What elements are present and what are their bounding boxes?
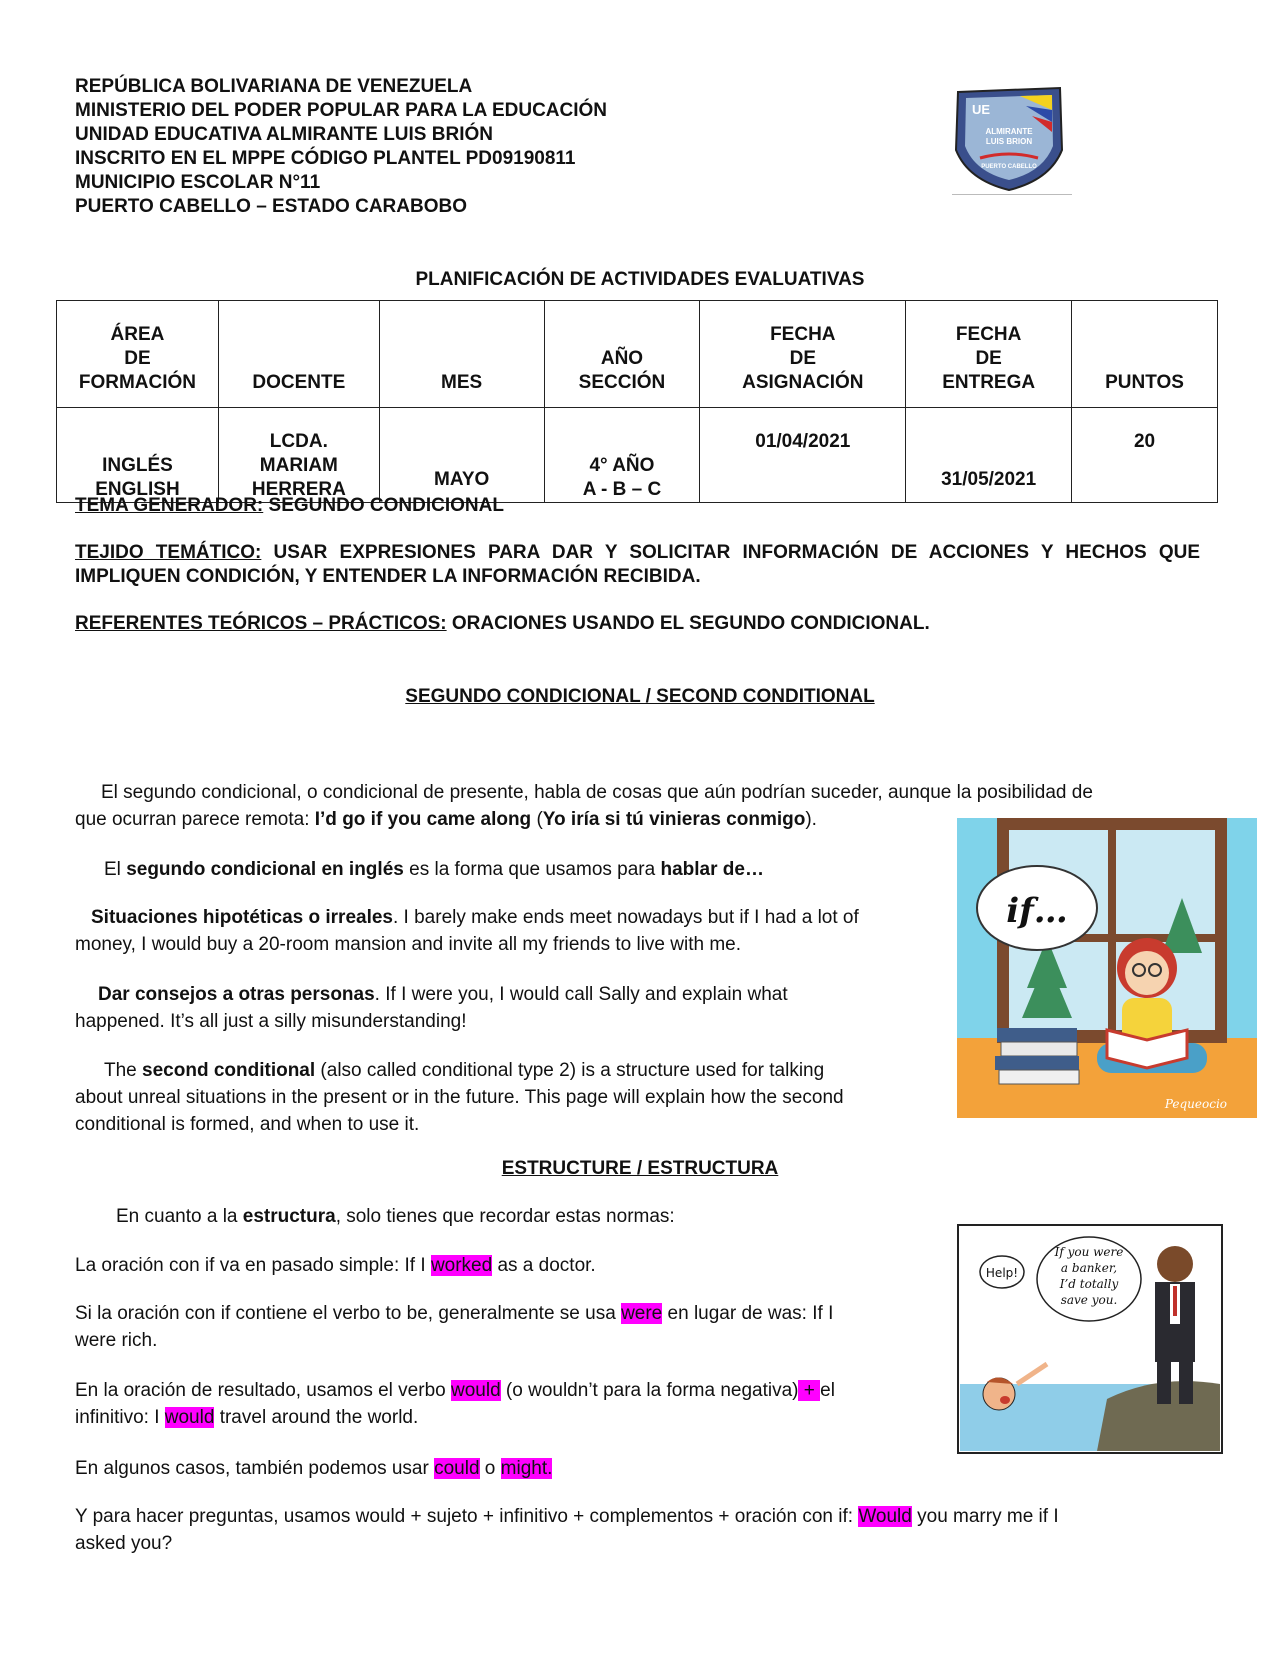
structure-intro xyxy=(75,1203,675,1230)
cell-fecha-entrega: 31/05/2021 xyxy=(906,408,1072,503)
watermark-text: Pequeocio xyxy=(1164,1097,1227,1111)
highlight-span: would xyxy=(451,1380,501,1401)
speech-bubble-text: if… xyxy=(1006,891,1068,931)
referentes xyxy=(75,612,1200,636)
text-span: o xyxy=(479,1458,501,1479)
text-span: en lugar de was: If I xyxy=(662,1303,834,1324)
planning-title: PLANIFICACIÓN DE ACTIVIDADES EVALUATIVAS xyxy=(415,269,865,290)
text-span: The xyxy=(104,1060,143,1081)
referentes-text: ORACIONES USANDO EL SEGUNDO CONDICIONAL. xyxy=(446,613,930,634)
text-span: En algunos casos, también podemos usar xyxy=(75,1458,435,1479)
intro-line xyxy=(75,1057,955,1084)
th-puntos: PUNTOS xyxy=(1072,301,1218,408)
highlight-span: + xyxy=(798,1380,821,1401)
school-header xyxy=(75,75,607,219)
intro-line: money, I would buy a 20-room mansion and invite all my friends to live with me. xyxy=(75,934,742,955)
text-span: el xyxy=(820,1380,835,1401)
rule-line xyxy=(75,1300,955,1327)
tema-text: SEGUNDO CONDICIONAL xyxy=(263,495,504,516)
logo-text-name2: LUIS BRION xyxy=(985,137,1033,146)
rule-past-simple xyxy=(75,1252,596,1279)
header-line: MINISTERIO DEL PODER POPULAR PARA LA EDUCACIÓN xyxy=(75,100,608,121)
rule-line: were rich. xyxy=(75,1330,158,1351)
text-span: (also called conditional type 2) is a structure used for talking xyxy=(315,1060,825,1081)
tema-generador xyxy=(75,494,1200,518)
comic-bubble-line: If you were xyxy=(1054,1245,1124,1259)
cell-docente: LCDA. MARIAM HERRERA xyxy=(218,408,379,503)
text-span: . I barely make ends meet nowadays but if I had a lot of xyxy=(393,907,859,928)
th-mes: MES xyxy=(379,301,544,408)
bold-span: Situaciones hipotéticas o irreales xyxy=(91,907,393,928)
structure-title: ESTRUCTURE / ESTRUCTURA xyxy=(501,1158,779,1179)
text-span: es la forma que usamos para xyxy=(403,859,661,880)
logo-text-name1: ALMIRANTE xyxy=(985,127,1033,136)
section-title: SEGUNDO CONDICIONAL / SECOND CONDITIONAL xyxy=(405,686,875,707)
intro-line: about unreal situations in the present or in the future. This page will explain how the second xyxy=(75,1087,844,1108)
text-span: El xyxy=(104,859,127,880)
highlight-span: would xyxy=(164,1407,215,1428)
th-fecha-entrega: FECHA DE ENTREGA xyxy=(906,301,1072,408)
bold-span: Yo iría si tú vinieras conmigo xyxy=(542,809,806,830)
text-span: ). xyxy=(805,809,817,830)
header-line: MUNICIPIO ESCOLAR N°11 xyxy=(75,172,321,193)
text-span: Si la oración con if contiene el verbo to be, generalmente se usa xyxy=(75,1303,622,1324)
highlight-span: were xyxy=(621,1303,663,1324)
tejido-label: TEJIDO TEMÁTICO: xyxy=(75,542,262,563)
header-line: REPÚBLICA BOLIVARIANA DE VENEZUELA xyxy=(75,76,473,97)
text-span: travel around the world. xyxy=(214,1407,419,1428)
bold-span: Dar consejos a otras personas xyxy=(98,984,375,1005)
header-line: UNIDAD EDUCATIVA ALMIRANTE LUIS BRIÓN xyxy=(75,124,493,145)
planning-table xyxy=(56,300,1218,503)
bold-span: second conditional xyxy=(142,1060,316,1081)
bold-span: estructura xyxy=(242,1206,336,1227)
th-fecha-asignacion: FECHA DE ASIGNACIÓN xyxy=(700,301,906,408)
text-span: En la oración de resultado, usamos el verbo xyxy=(75,1380,451,1401)
text-span: . If I were you, I would call Sally and explain what xyxy=(374,984,788,1005)
rule-line: asked you? xyxy=(75,1533,173,1554)
text-span: En cuanto a la xyxy=(116,1206,243,1227)
cell-mes: MAYO xyxy=(379,408,544,503)
cell-fecha-asignacion: 01/04/2021 xyxy=(700,408,906,503)
rule-were xyxy=(75,1300,955,1354)
logo-underline xyxy=(952,194,1072,195)
text-span: ( xyxy=(531,809,543,830)
table-header-row xyxy=(57,301,1218,408)
rule-line xyxy=(75,1503,1225,1530)
text-span: (o wouldn’t para la forma negativa) xyxy=(500,1380,799,1401)
comic-bubble-line: I’d totally xyxy=(1059,1277,1119,1291)
text-span: infinitivo: I xyxy=(75,1407,165,1428)
comic-bubble-line: save you. xyxy=(1060,1293,1118,1307)
highlight-span: could xyxy=(434,1458,480,1479)
intro-paragraph-3 xyxy=(75,904,955,958)
text-span: La oración con if va en pasado simple: If I xyxy=(75,1255,431,1276)
intro-line: El segundo condicional, o condicional de presente, habla de cosas que aún podrían suceder, aunque la posibilidad de xyxy=(101,782,1093,803)
cell-ano-seccion: 4° AÑO A - B – C xyxy=(544,408,700,503)
girl-reading-illustration xyxy=(957,818,1257,1118)
highlight-span: Would xyxy=(858,1506,912,1527)
text-span: , solo tienes que recordar estas normas: xyxy=(335,1206,675,1227)
intro-line xyxy=(75,981,955,1008)
banker-comic-illustration xyxy=(957,1224,1223,1454)
comic-bubble-help: Help! xyxy=(985,1266,1019,1280)
text-span: que ocurran parece remota: xyxy=(75,809,315,830)
cell-area: INGLÉS ENGLISH xyxy=(57,408,219,503)
tema-label: TEMA GENERADOR: xyxy=(75,495,264,516)
cell-puntos: 20 xyxy=(1072,408,1218,503)
comic-bubble-line: a banker, xyxy=(1060,1261,1118,1275)
tejido-tematico xyxy=(75,541,1200,589)
text-span: as a doctor. xyxy=(492,1255,596,1276)
intro-paragraph-4 xyxy=(75,981,955,1035)
text-span: Y para hacer preguntas, usamos would + sujeto + infinitivo + complementos + oración con if: xyxy=(75,1506,859,1527)
intro-line: conditional is formed, and when to use it. xyxy=(75,1114,420,1135)
th-area: ÁREA DE FORMACIÓN xyxy=(57,301,219,408)
th-ano-seccion: AÑO SECCIÓN xyxy=(544,301,700,408)
school-logo xyxy=(950,80,1068,192)
referentes-label: REFERENTES TEÓRICOS – PRÁCTICOS: xyxy=(75,613,447,634)
th-docente: DOCENTE xyxy=(218,301,379,408)
highlight-span: might. xyxy=(500,1458,553,1479)
intro-paragraph-2 xyxy=(75,856,764,883)
rule-line xyxy=(75,1404,955,1431)
header-line: PUERTO CABELLO – ESTADO CARABOBO xyxy=(75,196,467,217)
bold-span: hablar de… xyxy=(660,859,764,880)
intro-line: happened. It’s all just a silly misunderstanding! xyxy=(75,1011,467,1032)
rule-could-might xyxy=(75,1455,552,1482)
header-line: INSCRITO EN EL MPPE CÓDIGO PLANTEL PD09190811 xyxy=(75,148,576,169)
bold-span: I’d go if you came along xyxy=(314,809,532,830)
logo-text-top: UE xyxy=(972,102,991,117)
table-row xyxy=(57,408,1218,503)
bold-span: segundo condicional en inglés xyxy=(126,859,404,880)
intro-paragraph-5 xyxy=(75,1057,955,1138)
highlight-span: worked xyxy=(430,1255,493,1276)
intro-line xyxy=(75,904,955,931)
rule-questions xyxy=(75,1503,1225,1557)
tejido-text: USAR EXPRESIONES PARA DAR Y SOLICITAR INFORMACIÓN DE ACCIONES Y HECHOS QUE IMPLIQUEN CONDICIÓN, Y ENTENDER LA INFORMACIÓN RECIBIDA. xyxy=(75,542,1200,587)
rule-line xyxy=(75,1377,955,1404)
rule-would xyxy=(75,1377,955,1431)
logo-text-bottom: PUERTO CABELLO xyxy=(981,164,1037,170)
text-span: you marry me if I xyxy=(911,1506,1059,1527)
